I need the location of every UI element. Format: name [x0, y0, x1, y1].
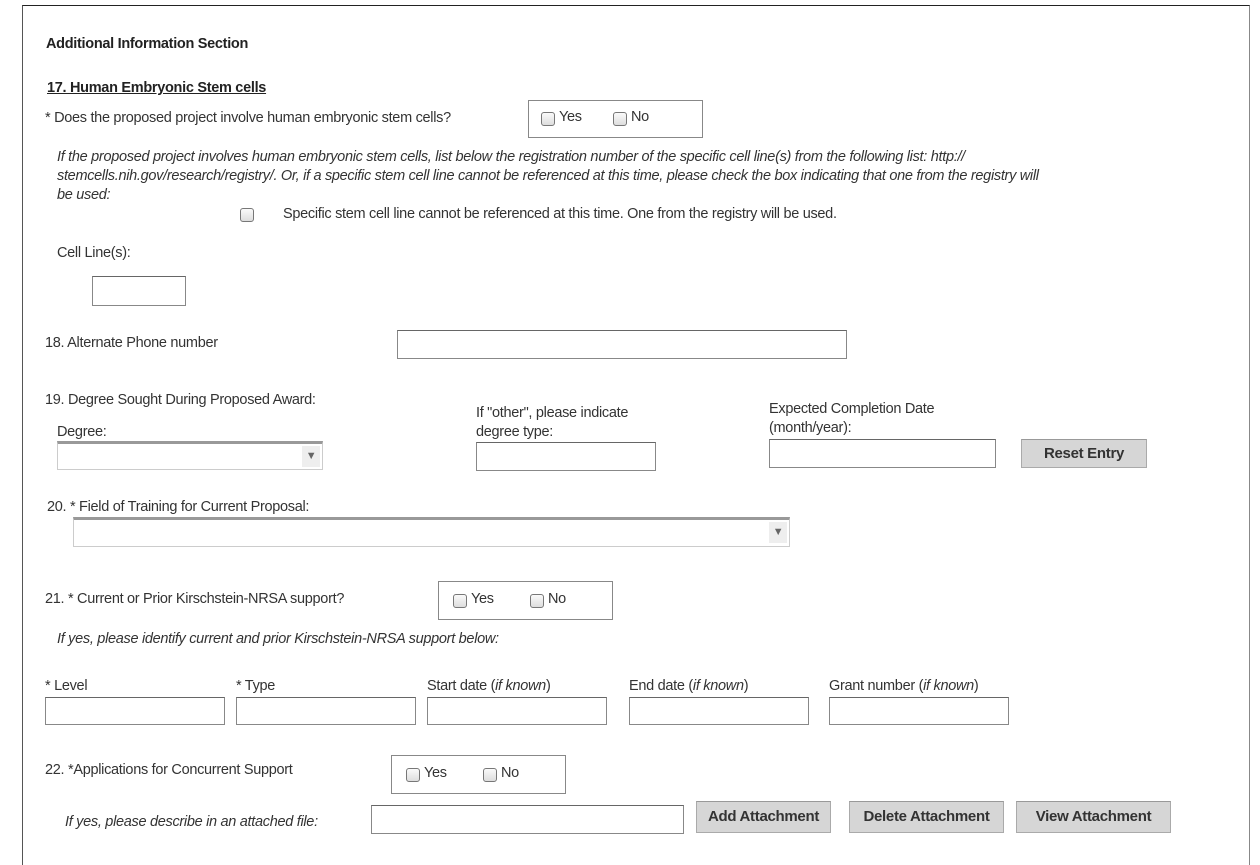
view-attachment-button[interactable]: View Attachment	[1016, 801, 1171, 833]
q20-label: 20. * Field of Training for Current Proposal:	[47, 499, 310, 515]
q21-no-checkbox[interactable]	[530, 594, 544, 608]
q18-label: 18. Alternate Phone number	[45, 335, 218, 351]
registry-checkbox-label: Specific stem cell line cannot be referenced at this time. One from the registry will be used.	[283, 206, 837, 222]
q21-radio-group	[438, 581, 613, 620]
level-label: * Level	[45, 678, 88, 694]
q17-question: * Does the proposed project involve human embryonic stem cells?	[45, 110, 451, 126]
field-of-training-select[interactable]	[73, 517, 790, 547]
level-input[interactable]	[45, 697, 225, 725]
q21-label: 21. * Current or Prior Kirschstein-NRSA support?	[45, 591, 345, 607]
q17-instructions-line: If the proposed project involves human embryonic stem cells, list below the registration number of the specific cell line(s) from the following list: http://	[57, 149, 965, 165]
q17-instructions-line: be used:	[57, 187, 111, 203]
q17-no-checkbox[interactable]	[613, 112, 627, 126]
completion-date-label: (month/year):	[769, 420, 852, 436]
end-date-input[interactable]	[629, 697, 809, 725]
attachment-file-input[interactable]	[371, 805, 684, 834]
q17-radio-group	[528, 100, 703, 138]
q22-label: 22. *Applications for Concurrent Support	[45, 762, 293, 778]
start-date-label: Start date (if known)	[427, 678, 551, 694]
q22-note: If yes, please describe in an attached file:	[65, 814, 318, 830]
reset-entry-button[interactable]: Reset Entry	[1021, 439, 1147, 468]
degree-select[interactable]	[57, 441, 323, 470]
q22-no-checkbox[interactable]	[483, 768, 497, 782]
q22-radio-group	[391, 755, 566, 794]
other-degree-label: If "other", please indicate	[476, 405, 629, 421]
q22-no-label: No	[501, 765, 519, 781]
chevron-down-icon: ▼	[302, 446, 320, 467]
other-degree-input[interactable]	[476, 442, 656, 471]
registry-checkbox[interactable]	[240, 208, 254, 222]
q17-yes-checkbox[interactable]	[541, 112, 555, 126]
q17-no-label: No	[631, 109, 649, 125]
q21-yes-label: Yes	[471, 591, 494, 607]
q22-yes-label: Yes	[424, 765, 447, 781]
chevron-down-icon: ▼	[769, 522, 787, 543]
alternate-phone-input[interactable]	[397, 330, 847, 359]
other-degree-label: degree type:	[476, 424, 554, 440]
type-label: * Type	[236, 678, 276, 694]
section-title: Additional Information Section	[46, 36, 249, 52]
start-date-input[interactable]	[427, 697, 607, 725]
grant-number-input[interactable]	[829, 697, 1009, 725]
q17-heading: 17. Human Embryonic Stem cells	[47, 80, 267, 96]
q21-note: If yes, please identify current and prior Kirschstein-NRSA support below:	[57, 631, 499, 647]
add-attachment-button[interactable]: Add Attachment	[696, 801, 831, 833]
type-input[interactable]	[236, 697, 416, 725]
q21-no-label: No	[548, 591, 566, 607]
completion-date-label: Expected Completion Date	[769, 401, 935, 417]
cell-lines-input[interactable]	[92, 276, 186, 306]
q19-label: 19. Degree Sought During Proposed Award:	[45, 392, 316, 408]
end-date-label: End date (if known)	[629, 678, 749, 694]
q21-yes-checkbox[interactable]	[453, 594, 467, 608]
q22-yes-checkbox[interactable]	[406, 768, 420, 782]
degree-label: Degree:	[57, 424, 107, 440]
completion-date-input[interactable]	[769, 439, 996, 468]
q17-yes-label: Yes	[559, 109, 582, 125]
cell-lines-label: Cell Line(s):	[57, 245, 131, 261]
delete-attachment-button[interactable]: Delete Attachment	[849, 801, 1004, 833]
q17-instructions-line: stemcells.nih.gov/research/registry/. Or, if a specific stem cell line cannot be referenced at this time, please check the box indicating that one from the registry will	[57, 168, 1039, 184]
grant-number-label: Grant number (if known)	[829, 678, 979, 694]
